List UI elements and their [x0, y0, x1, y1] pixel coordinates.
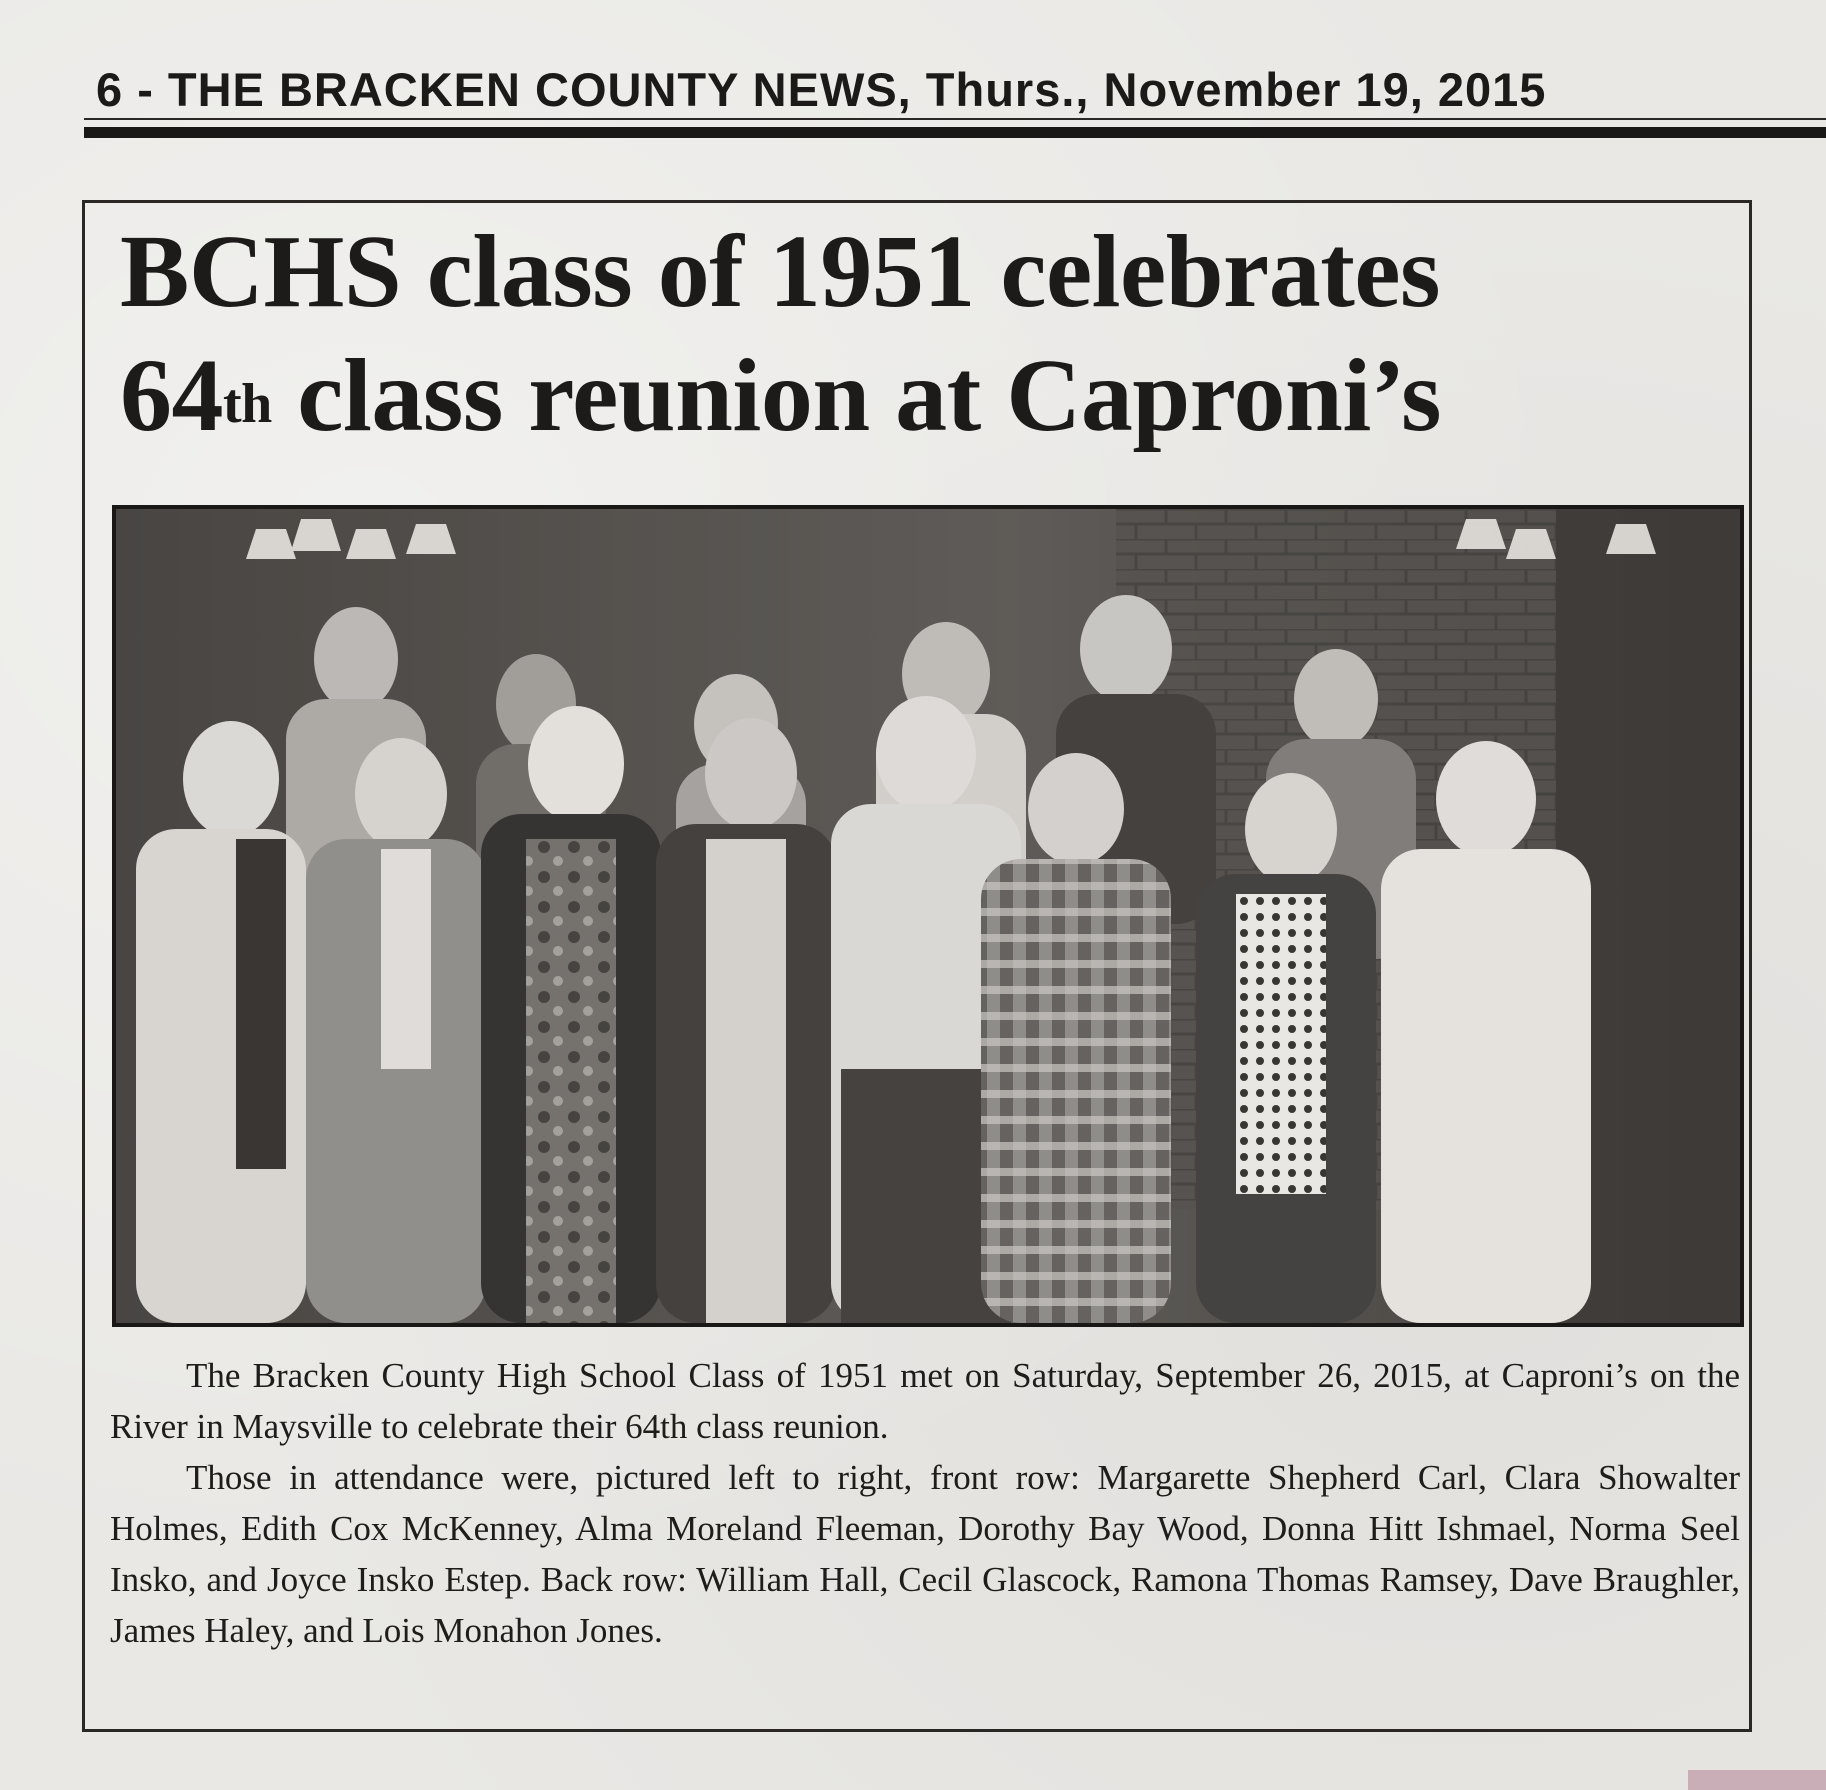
caption-paragraph-2: Those in attendance were, pictured left to right, front row: Margarette Shepherd Carl, Clara Showalter Holmes, Edith Cox McKenney, Alma Moreland Fleeman, Dorothy Bay Wood, Donna Hitt Ishmael, Norma Seel Insko, and Joyce Insko Estep. Back row: William Hall, Cecil Glascock, Ramona Thomas Ramsey, Dave Braughler, James Haley, and Lois Monahon Jones. [110, 1458, 1740, 1650]
headline-number: 64 [120, 338, 223, 453]
article-headline [120, 210, 1760, 458]
group-photo-illustration [116, 509, 1740, 1323]
caption-paragraph-1: The Bracken County High School Class of 1951 met on Saturday, September 26, 2015, at Caproni’s on the River in Maysville to celebrate their 64th class reunion. [110, 1356, 1740, 1446]
header-rule-thin [84, 118, 1826, 120]
header-rule [84, 127, 1826, 138]
page-edge-mark [1688, 1770, 1826, 1790]
headline-rest: class reunion at Caproni’s [271, 338, 1441, 453]
photo-caption [110, 1350, 1740, 1656]
headline-ordinal: th [223, 373, 272, 435]
headline-line-2 [120, 334, 1760, 458]
group-photo [112, 505, 1744, 1327]
headline-line-1: BCHS class of 1951 celebrates [120, 214, 1440, 329]
running-head: 6 - THE BRACKEN COUNTY NEWS, Thurs., November 19, 2015 [96, 63, 1547, 116]
